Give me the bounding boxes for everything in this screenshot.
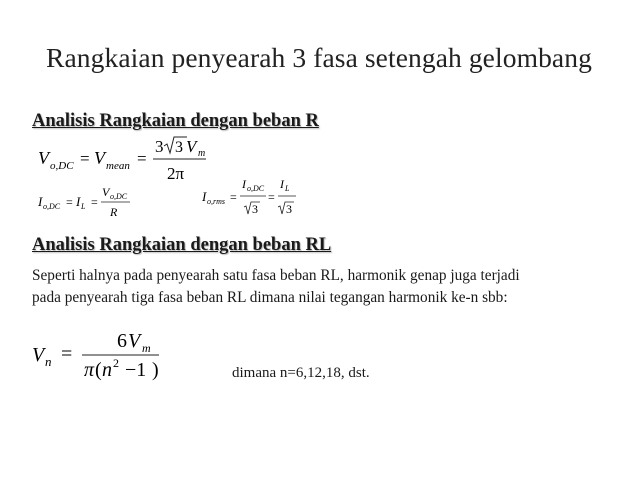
eq2-lhs: I (38, 194, 43, 209)
eq4-num-symbol: V (128, 330, 141, 352)
eq1-equals-1: = (80, 149, 90, 168)
eq3-equals-1: = (230, 190, 237, 204)
eq2-equals-1: = (66, 195, 73, 209)
eq4-den-pi: π (84, 359, 95, 381)
eq2-mid: I (76, 194, 81, 209)
harmonic-note: dimana n=6,12,18, dst. (232, 365, 370, 381)
eq1-num-root: 3 (175, 139, 183, 156)
eq3-num1-sub: o,DC (247, 184, 265, 193)
section-heading-r: Analisis Rangkaian dengan beban R (32, 111, 319, 131)
eq4-den-n: n (102, 359, 112, 381)
section-heading-rl: Analisis Rangkaian dengan beban RL (32, 235, 332, 255)
eq1-den: 2π (167, 164, 185, 183)
eq3-num2-sub: L (285, 184, 290, 193)
eq4-den-close: ) (152, 359, 159, 381)
eq4-num-sub: m (142, 341, 151, 355)
equation-vn (30, 328, 170, 384)
eq1-lhs: V (38, 148, 49, 168)
eq1-num-symbol: V (186, 137, 197, 156)
eq4-equals: = (61, 343, 73, 365)
paragraph-line-2: pada penyearah tiga fasa beban RL dimana nilai tegangan harmonik ke-n sbb: (32, 289, 508, 306)
eq3-num1-symbol: I (242, 177, 246, 191)
eq1-lhs-sub: o,DC (50, 160, 74, 172)
eq3-num2-symbol: I (280, 177, 284, 191)
eq2-mid-sub: L (81, 202, 86, 211)
eq4-lhs-sub: n (45, 354, 52, 369)
eq2-equals-2: = (91, 195, 98, 209)
eq1-num-sub: m (198, 148, 206, 159)
eq4-num-coef: 6 (117, 330, 127, 352)
eq2-den: R (110, 205, 118, 219)
paragraph-line-1: Seperti halnya pada penyearah satu fasa beban RL, harmonik genap juga terjadi (32, 267, 520, 284)
eq1-equals-2: = (137, 149, 147, 168)
eq3-lhs: I (202, 189, 207, 204)
paragraph-rl (32, 265, 632, 309)
eq1-mid: V (94, 148, 105, 168)
equation-vodc (36, 134, 206, 186)
eq2-num-symbol: V (102, 185, 110, 199)
eq3-den2-root: 3 (286, 202, 292, 216)
equation-iorms (200, 176, 300, 222)
eq1-mid-sub: mean (106, 160, 130, 172)
eq3-lhs-sub: o,rms (207, 197, 226, 206)
eq4-den-exp: 2 (113, 356, 119, 370)
slide-title: Rangkaian penyearah 3 fasa setengah gelombang (46, 42, 592, 73)
equation-iodc (36, 184, 136, 224)
eq2-lhs-sub: o,DC (43, 202, 61, 211)
eq4-lhs: V (32, 344, 45, 366)
eq4-den-open: ( (95, 359, 102, 381)
eq3-den1-root: 3 (252, 202, 258, 216)
eq2-num-sub: o,DC (110, 192, 128, 201)
eq1-num-coef: 3 (155, 137, 164, 156)
eq3-equals-2: = (268, 190, 275, 204)
eq4-den-minus: −1 (125, 359, 147, 381)
